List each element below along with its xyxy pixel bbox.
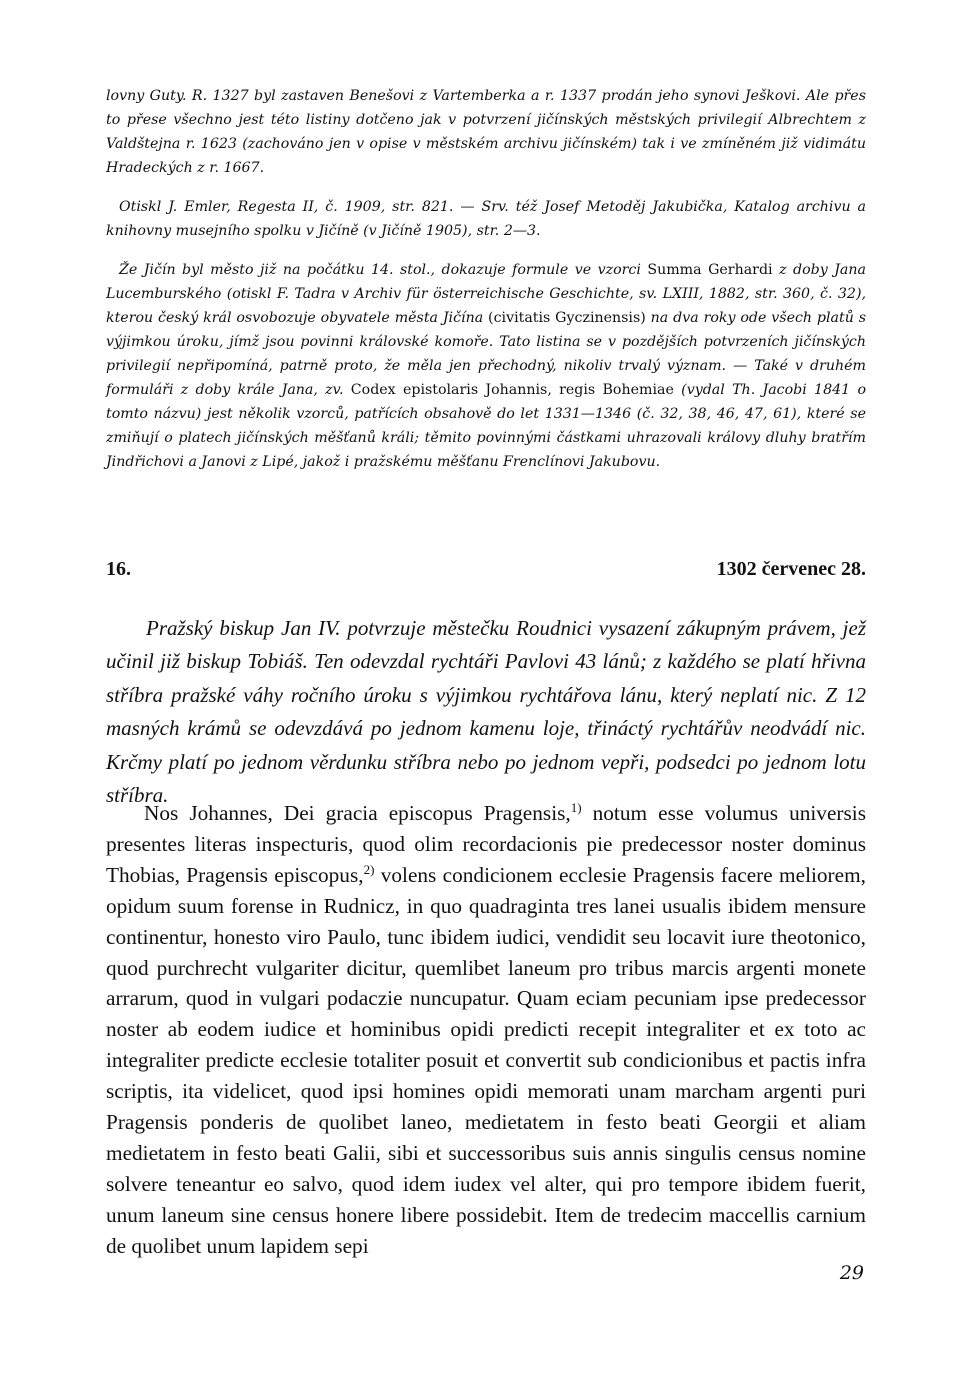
document-date: 1302 červenec 28.	[716, 558, 866, 580]
footnote-marker: 2)	[363, 861, 375, 877]
charter-text: volens condicionem ecclesie Pragensis facere meliorem, opidum suum forense in Rudnicz, in quo quadraginta tres lanei usualis ibidem mensure continentur, honesto viro Paulo, tunc ibidem iudici, vendidit seu locavit iure theotonico, quod purchrecht vulgariter dicitur, quemlibet laneum pro tribus marcis argenti monete arrarum, quod in vulgari podaczie nuncupatur. Quam eciam pecuniam ipse predecessor noster ab eodem iudice et hominibus opidi predicti recepit integraliter et ex toto ac integraliter predicte ecclesie totaliter posuit et convertit sub condicionibus et pactis infra scriptis, ita videlicet, quod ipsi homines opidi memorati unam marcham argenti puri Pragensis ponderis de quolibet laneo, medietatem in festo beati Georgii et aliam medietatem in festo beati Galii, sibi et successoribus suis annis singulis census nomine solvere teneantur eo salvo, quod idem iudex vel alter, qui pro tempore ibidem fuerit, unum laneum sine census honere libere possidebit. Item de tredecim maccellis carnium de quolibet unum lapidem sepi	[106, 862, 866, 1258]
document-regest: Pražský biskup Jan IV. potvrzuje městečku Roudnici vysazení zákupným právem, jež učinil již biskup Tobiáš. Ten odevzdal rychtáři Pavlovi 43 lánů; z každého se platí hřivna stříbra pražské váhy ročního úroku s výjimkou rychtářova lánu, který neplatí nic. Z 12 masných krámů se odevzdává po jednom kamenu loje, třináctý rychtářův neodvádí nic. Krčmy platí po jednom věrdunku stříbra nebo po jednom vepři, podsedci po jednom lotu stříbra.	[106, 616, 866, 808]
charter-text: notum esse volumus universis presentes literas inspecturis, quod olim recordacionis pie predecessor noster dominus Thobias, Pragensis episcopus,	[106, 801, 866, 887]
latin-charter-text	[106, 798, 866, 1262]
commentary-notes	[106, 84, 866, 489]
note-text-roman: Summa Gerhardi	[647, 262, 773, 278]
page-number: 29	[839, 1262, 864, 1284]
note-text-roman: (civitatis Gyczinensis)	[488, 310, 646, 326]
note-text: Že Jičín byl město již na počátku 14. stol., dokazuje formule ve vzorci	[119, 262, 641, 278]
commentary-paragraph: lovny Guty. R. 1327 byl zastaven Benešovi z Vartemberka a r. 1337 prodán jeho synovi Ješkovi. Ale přes to přese všechno jest této listiny dotčeno jak v potvrzení jičínských městských privilegií Albrechtem z Valdštejna r. 1623 (zachováno jen v opise v městském archivu jičínském) tak i ve zmíněném již vidimátu Hradeckých z r. 1667.	[106, 88, 866, 176]
footnote-marker: 1)	[570, 799, 582, 815]
document-header	[106, 558, 866, 581]
note-text: na dva roky ode všech platů s výjimkou úroku, jímž jsou povinni královské komoře. Tato listina se v pozdějších potvrzeních jičínských privilegií nepřipomíná, patrně proto, že měla jen přechodný, nikoliv trvalý význam. — Také v druhém formuláři z doby krále Jana, zv.	[106, 310, 866, 398]
document-number: 16.	[106, 558, 131, 580]
note-text: z doby Jana Lucemburského (otiskl F. Tadra v Archiv für österreichische Geschichte, sv. LXIII, 1882, str. 360, č. 32), kterou český král osvobozuje obyvatele města Jičína	[106, 262, 866, 326]
note-text-roman: Codex epistolaris Johannis, regis Bohemiae	[350, 382, 674, 398]
note-text: (vydal Th. Jacobi 1841 o tomto názvu) jest několik vzorců, patřících obsahově do let 1331—1346 (č. 32, 38, 46, 47, 61), které se zmiňují o platech jičínských měšťanů králi; těmito povinnými částkami uhrazovali královy dluhy bratřím Jindřichovi a Janovi z Lipé, jakož i pražskému měšťanu Frenclínovi Jakubovu.	[106, 382, 866, 470]
charter-text: Nos Johannes, Dei gracia episcopus Pragensis,	[144, 801, 571, 825]
edition-reference: Otiskl J. Emler, Regesta II, č. 1909, str. 821. — Srv. též Josef Metoděj Jakubička, Katalog archivu a knihovny musejního spolku v Jičíně (v Jičíně 1905), str. 2—3.	[106, 199, 866, 239]
commentary-paragraph	[106, 258, 866, 474]
